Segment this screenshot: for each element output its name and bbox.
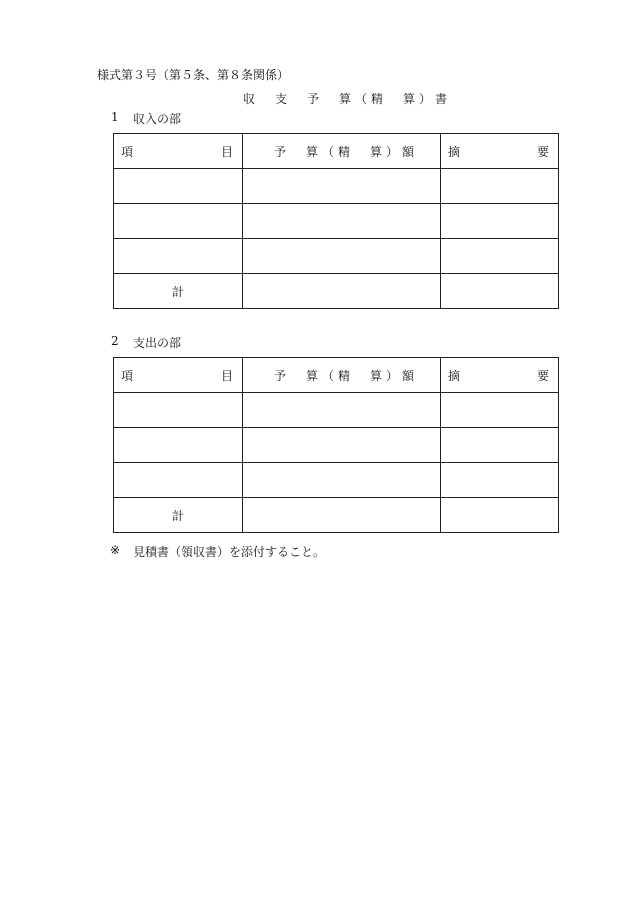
amount-cell[interactable]	[243, 463, 441, 498]
section-1-title: 収入の部	[133, 112, 182, 126]
amount-cell[interactable]	[243, 393, 441, 428]
header-item-right: 目	[220, 368, 233, 383]
note-mark: ※	[110, 543, 121, 557]
total-summary-cell[interactable]	[441, 274, 559, 309]
item-cell[interactable]	[114, 239, 243, 274]
total-row	[114, 498, 559, 533]
section-1-number: 1	[111, 110, 119, 124]
table-row	[114, 428, 559, 463]
header-item-right: 目	[220, 144, 233, 159]
income-table	[113, 133, 559, 309]
section-2-number: 2	[111, 334, 119, 348]
table-row	[114, 463, 559, 498]
summary-cell[interactable]	[441, 393, 559, 428]
item-cell[interactable]	[114, 169, 243, 204]
item-cell[interactable]	[114, 393, 243, 428]
summary-cell[interactable]	[441, 463, 559, 498]
summary-cell[interactable]	[441, 428, 559, 463]
header-summary-right: 要	[536, 368, 549, 383]
header-item	[114, 134, 243, 169]
header-amount	[243, 134, 441, 169]
header-summary	[441, 358, 559, 393]
header-item	[114, 358, 243, 393]
total-label: 計	[114, 498, 243, 533]
table-header-row	[114, 358, 559, 393]
header-amount-label: 予 算（精 算）額	[274, 144, 419, 159]
summary-cell[interactable]	[441, 204, 559, 239]
header-item-left: 項	[121, 144, 134, 159]
total-summary-cell[interactable]	[441, 498, 559, 533]
table-row	[114, 239, 559, 274]
header-summary-left: 摘	[448, 368, 461, 383]
header-summary	[441, 134, 559, 169]
header-summary-right: 要	[536, 144, 549, 159]
table-row	[114, 169, 559, 204]
summary-cell[interactable]	[441, 239, 559, 274]
table-header-row	[114, 134, 559, 169]
amount-cell[interactable]	[243, 204, 441, 239]
table-row	[114, 393, 559, 428]
header-amount	[243, 358, 441, 393]
amount-cell[interactable]	[243, 428, 441, 463]
item-cell[interactable]	[114, 463, 243, 498]
header-summary-left: 摘	[448, 144, 461, 159]
summary-cell[interactable]	[441, 169, 559, 204]
form-label: 様式第３号（第５条、第８条関係）	[97, 68, 290, 82]
item-cell[interactable]	[114, 204, 243, 239]
amount-cell[interactable]	[243, 239, 441, 274]
total-amount-cell[interactable]	[243, 498, 441, 533]
total-label: 計	[114, 274, 243, 309]
document-title: 収 支 予 算（精 算）書	[243, 92, 452, 106]
header-item-left: 項	[121, 368, 134, 383]
section-2-title: 支出の部	[133, 336, 182, 350]
table-row	[114, 204, 559, 239]
total-row	[114, 274, 559, 309]
item-cell[interactable]	[114, 428, 243, 463]
expenditure-table	[113, 357, 559, 533]
header-amount-label: 予 算（精 算）額	[274, 368, 419, 383]
note-text: 見積書（領収書）を添付すること。	[133, 545, 326, 559]
amount-cell[interactable]	[243, 169, 441, 204]
total-amount-cell[interactable]	[243, 274, 441, 309]
